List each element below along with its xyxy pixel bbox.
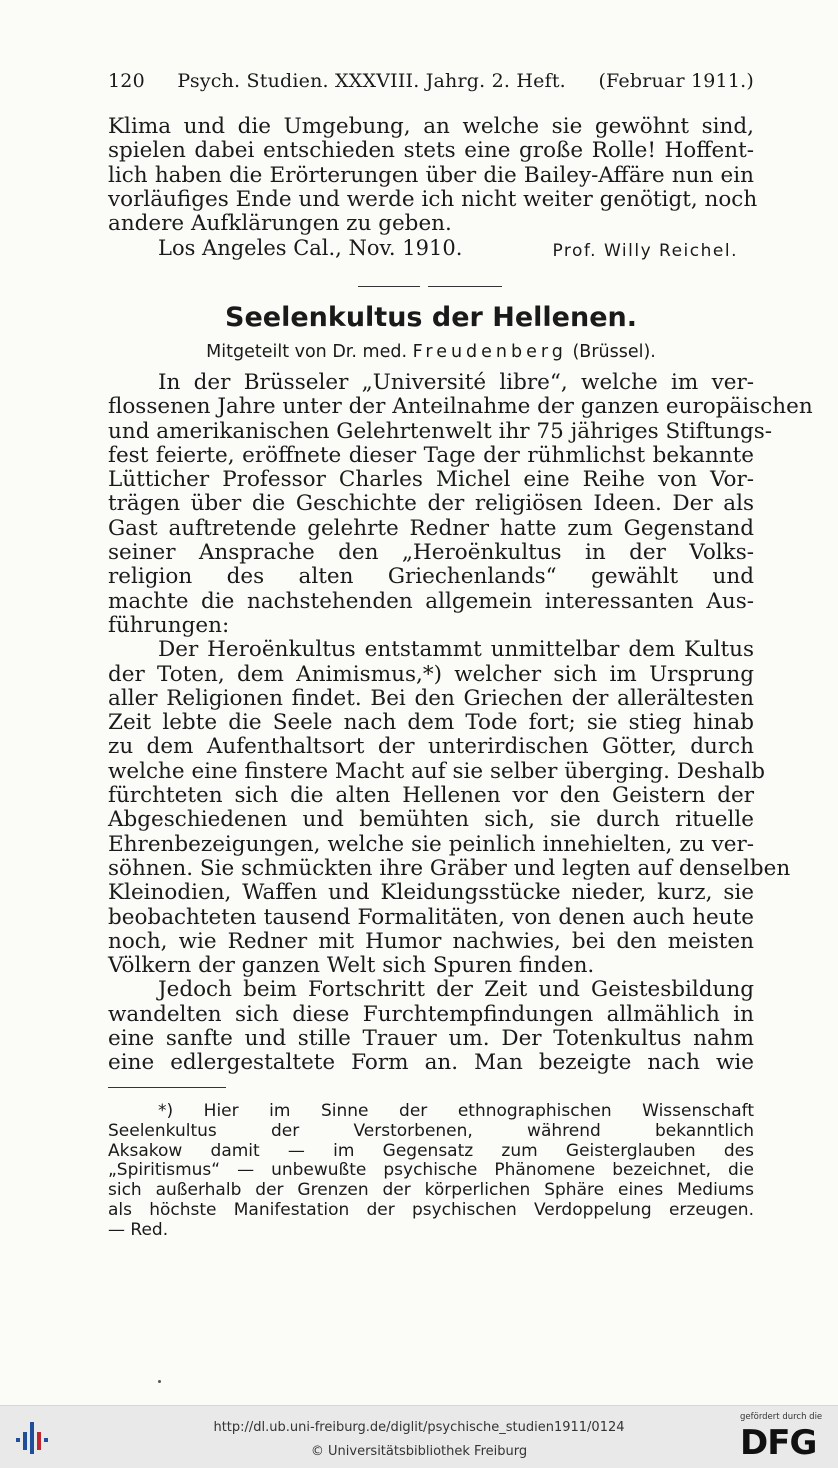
footnote-line: Seelenkultus der Verstorbenen, während bekanntlich [108,1120,754,1141]
author-name: Prof. Willy Reichel. [552,241,738,261]
text-line: welche eine finstere Macht auf sie selber überging. Deshalb [108,758,766,784]
text-line: flossenen Jahre unter der Anteilnahme der ganzen europäischen [108,394,813,420]
print-speck [158,1380,161,1383]
subtitle-prefix: Mitgeteilt von Dr. med. [206,342,408,362]
footnote-line: Aksakow damit — im Gegensatz zum Geisterglauben des [108,1140,754,1161]
footnote-line: *) Hier im Sinne der ethnographischen Wissenschaft [158,1101,754,1121]
text-line: wandelten sich diese Furchtempfindungen allmählich in [108,1001,754,1027]
text-line: lich haben die Erörterungen über die Bailey-Affäre nun ein [108,162,754,188]
text-line: trägen über die Geschichte der religiösen Ideen. Der als [108,491,754,517]
viewer-footer [0,1405,838,1468]
article-subtitle [108,342,754,362]
journal-title: Psych. Studien. XXXVIII. Jahrg. 2. Heft. [177,70,566,92]
text-line: seiner Ansprache den „Heroënkultus in der Volks- [108,540,754,566]
article-title: Seelenkultus der Hellenen. [225,302,637,333]
subtitle-author: Freudenberg [412,342,567,362]
dfg-logo: DFG [740,1423,817,1463]
text-line: machte die nachstehenden allgemein interessanten Aus- [108,588,754,614]
section-divider [358,286,420,287]
footnote-line: — Red. [108,1219,169,1240]
permalink-url[interactable]: http://dl.ub.uni-freiburg.de/diglit/psychische_studien1911/0124 [213,1420,625,1435]
footnote [108,1102,754,1241]
running-header [108,70,754,92]
text-line: Abgeschiedenen und bemühten sich, sie durch rituelle [108,807,754,833]
text-line: führungen: [108,612,230,638]
footnote-line: „Spiritismus“ — unbewußte psychische Phänomene bezeichnet, die [108,1160,754,1181]
text-line: noch, wie Redner mit Humor nachwies, bei den meisten [108,928,754,954]
text-line: söhnen. Sie schmückten ihre Gräber und legten auf denselben [108,855,791,881]
text-line: beobachteten tausend Formalitäten, von denen auch heute [108,904,754,930]
subtitle-suffix: (Brüssel). [572,342,656,362]
place-date: Los Angeles Cal., Nov. 1910. [158,236,463,260]
text-line: Lütticher Professor Charles Michel eine Reihe von Vor- [108,467,754,493]
dfg-caption: gefördert durch die [740,1412,823,1422]
text-line: religion des alten Griechenlands“ gewählt und [108,564,754,590]
footnote-rule [108,1087,226,1088]
text-line: fürchteten sich die alten Hellenen vor den Geistern der [108,783,754,809]
text-line: Völkern der ganzen Welt sich Spuren finden. [108,953,595,979]
text-line: Jedoch beim Fortschritt der Zeit und Geistesbildung [158,977,754,1003]
footnote-line: sich außerhalb der Grenzen der körperlichen Sphäre eines Mediums [108,1180,754,1201]
section-divider [428,286,502,287]
intro-paragraph [108,114,758,237]
signature-line [158,236,738,261]
text-line: der Toten, dem Animismus,*) welcher sich im Ursprung [108,661,754,687]
article-body [108,370,813,1076]
text-line: eine edlergestaltete Form an. Man bezeigte nach wie [108,1050,754,1076]
text-line: andere Aufklärungen zu geben. [108,211,452,237]
text-line: Ehrenbezeigungen, welche sie peinlich innehielten, zu ver- [108,831,754,857]
text-line: eine sanfte und stille Trauer um. Der Totenkultus nahm [108,1026,754,1052]
copyright-text: © Universitätsbibliothek Freiburg [310,1444,528,1459]
text-line: Kleinodien, Waffen und Kleidungsstücke nieder, kurz, sie [108,880,754,906]
text-line: aller Religionen findet. Bei den Griechen der allerältesten [108,685,754,711]
text-line: und amerikanischen Gelehrtenwelt ihr 75 jähriges Stiftungs- [108,418,773,444]
text-line: zu dem Aufenthaltsort der unterirdischen Götter, durch [108,734,754,760]
text-line: Gast auftretende gelehrte Redner hatte zum Gegenstand [108,515,754,541]
text-line: Klima und die Umgebung, an welche sie gewöhnt sind, [108,114,754,139]
text-line: vorläufiges Ende und werde ich nicht weiter genötigt, noch [108,186,758,212]
text-line: fest feierte, eröffnete dieser Tage der rühmlichst bekannte [108,442,754,468]
footnote-line: als höchste Manifestation der psychischen Verdoppelung erzeugen. [108,1199,754,1220]
text-line: Der Heroënkultus entstammt unmittelbar dem Kultus [158,637,754,663]
page-number: 120 [108,70,145,92]
text-line: Zeit lebte die Seele nach dem Tode fort; sie stieg hinab [108,710,754,736]
issue-date: (Februar 1911.) [598,70,754,92]
text-line: In der Brüsseler „Université libre“, welche im ver- [158,370,754,395]
text-line: spielen dabei entschieden stets eine große Rolle! Hoffent- [108,138,754,164]
